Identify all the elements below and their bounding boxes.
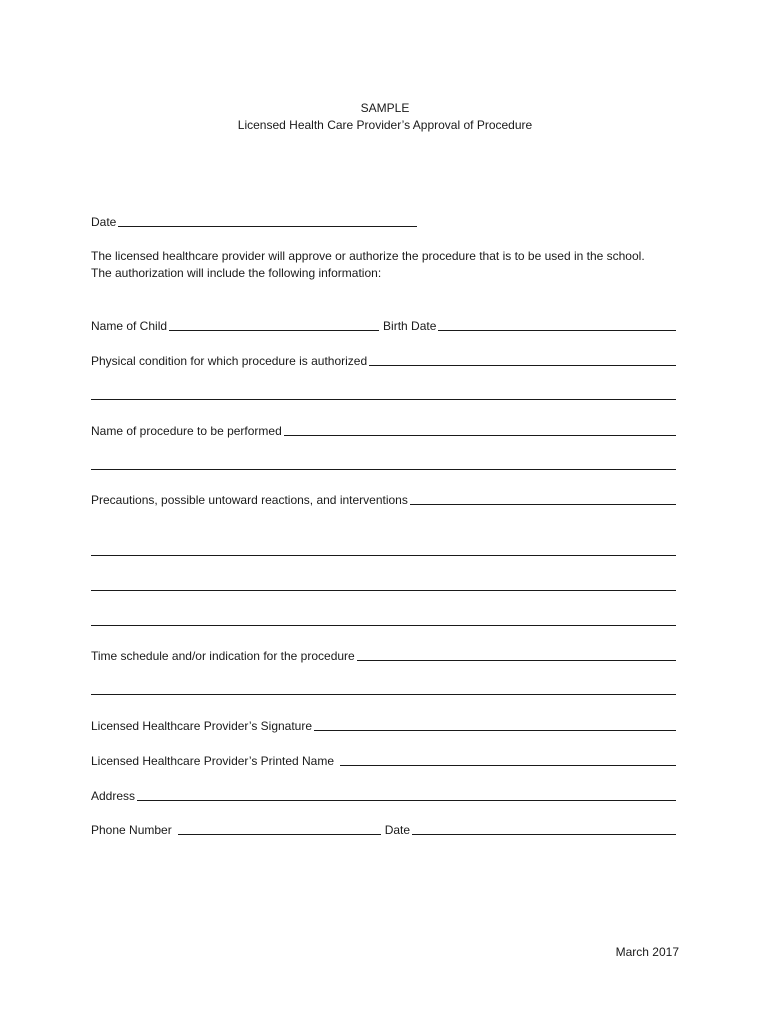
precautions-line-2[interactable] (91, 555, 676, 556)
date-label: Date (91, 215, 117, 229)
procedure-name-field[interactable] (284, 435, 676, 436)
printed-name-row (91, 752, 676, 768)
birth-date-label: Birth Date (383, 319, 437, 333)
name-of-child-label: Name of Child (91, 319, 168, 333)
precautions-line-4[interactable] (91, 625, 676, 626)
intro-line-2: The authorization will include the following information: (91, 266, 382, 280)
birth-date-field[interactable] (438, 330, 676, 331)
precautions-field[interactable] (410, 504, 676, 505)
time-schedule-continuation-line[interactable] (91, 694, 676, 695)
intro-line-1: The licensed healthcare provider will approve or authorize the procedure that is to be used in the school. (91, 249, 645, 263)
procedure-name-label: Name of procedure to be performed (91, 424, 282, 438)
address-row (91, 787, 676, 803)
phone-date-field[interactable] (412, 834, 676, 835)
physical-condition-label: Physical condition for which procedure is authorized (91, 354, 368, 368)
phone-label: Phone Number (91, 823, 172, 837)
intro-paragraph (91, 248, 691, 282)
printed-name-field[interactable] (340, 765, 676, 766)
sample-label: SAMPLE (360, 101, 410, 115)
physical-condition-row (91, 352, 676, 368)
address-field[interactable] (137, 800, 676, 801)
signature-label: Licensed Healthcare Provider’s Signature (91, 719, 313, 733)
precautions-label: Precautions, possible untoward reactions, and interventions (91, 493, 408, 507)
document-title: Licensed Health Care Provider’s Approval of Procedure (237, 118, 533, 132)
signature-field[interactable] (314, 730, 676, 731)
procedure-name-row (91, 422, 676, 438)
phone-date-label: Date (384, 823, 411, 837)
date-field[interactable] (118, 226, 417, 227)
revision-date: March 2017 (615, 945, 679, 959)
time-schedule-row (91, 647, 676, 663)
procedure-name-continuation-line[interactable] (91, 469, 676, 470)
physical-condition-continuation-line[interactable] (91, 399, 676, 400)
phone-row (91, 821, 676, 837)
printed-name-label: Licensed Healthcare Provider’s Printed Name (91, 754, 335, 768)
time-schedule-label: Time schedule and/or indication for the procedure (91, 649, 355, 663)
physical-condition-field[interactable] (369, 365, 676, 366)
date-row (91, 213, 417, 229)
address-label: Address (91, 789, 136, 803)
name-of-child-field[interactable] (169, 330, 379, 331)
precautions-line-3[interactable] (91, 590, 676, 591)
signature-row (91, 717, 676, 733)
document-header (0, 100, 770, 134)
child-row (91, 317, 676, 333)
phone-field[interactable] (178, 834, 381, 835)
precautions-row (91, 491, 676, 507)
time-schedule-field[interactable] (357, 660, 676, 661)
